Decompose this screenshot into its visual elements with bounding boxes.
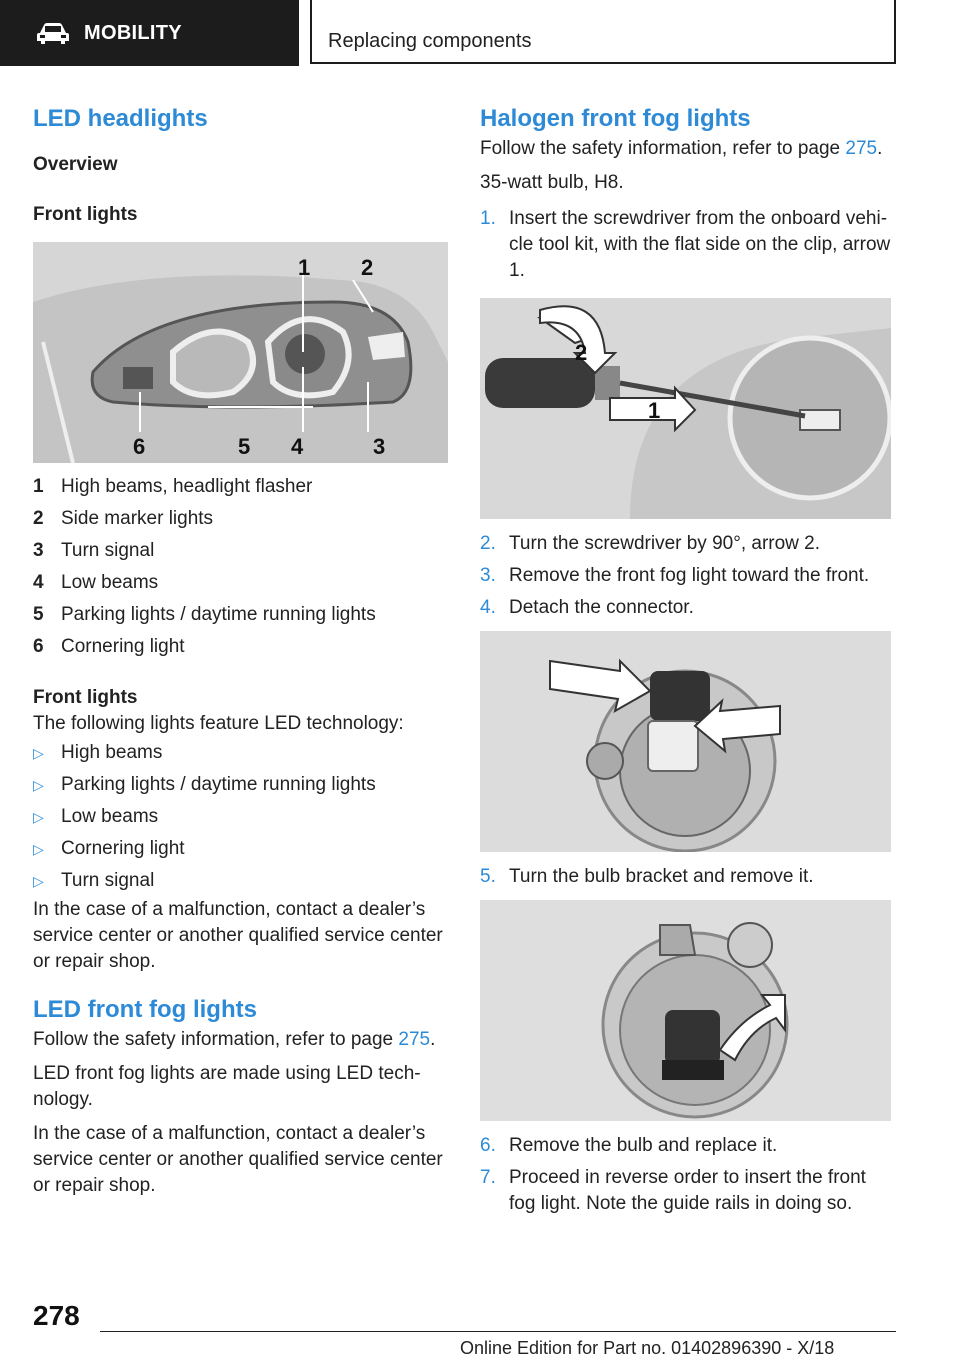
footer-divider	[100, 1331, 896, 1332]
legend-item: 6 Cornering light	[33, 636, 185, 657]
safety-text: Follow the safety information, refer to page 275.	[480, 138, 883, 159]
screwdriver-figure	[480, 298, 891, 519]
right-column	[480, 100, 891, 1223]
fog-safety-text: Follow the safety information, refer to page 275.	[33, 1029, 436, 1050]
callout-1: 1	[298, 255, 311, 280]
steps-list-d	[480, 1133, 891, 1217]
edition-text: Online Edition for Part no. 01402896390 - X/18	[460, 1338, 835, 1358]
bulb-text: 35-watt bulb, H8.	[480, 172, 624, 193]
halogen-fog-title: Halogen front fog lights	[480, 105, 751, 132]
connector-figure	[480, 631, 891, 852]
section-tab	[0, 0, 299, 66]
callout-3: 3	[373, 434, 386, 459]
arrow-2-callout: 2	[575, 340, 588, 365]
list-item: ▷ High beams	[33, 742, 163, 763]
steps-list-a	[480, 206, 891, 284]
step-item: 5. Turn the bulb bracket and remove it.	[480, 866, 814, 887]
list-item: ▷ Parking lights / daytime running lights	[33, 774, 376, 795]
step-item: 6. Remove the bulb and replace it.	[480, 1135, 778, 1156]
front-lights-heading: Front lights	[33, 204, 138, 225]
led-intro: The following lights feature LED technology:	[33, 713, 404, 734]
headlight-illustration	[33, 242, 448, 463]
arrow-1-callout: 1	[648, 398, 661, 423]
chapter-title: Replacing components	[328, 30, 532, 52]
steps-list-b	[480, 531, 891, 621]
callout-5: 5	[238, 434, 251, 459]
malfunction-text-2: In the case of a malfunction, contact a dealer’s service center or another qualified service center or repair shop.	[33, 1123, 443, 1196]
page-number: 278	[33, 1300, 80, 1331]
led-fog-title: LED front fog lights	[33, 996, 257, 1023]
screwdriver-illustration	[480, 298, 891, 519]
steps-list-c	[480, 864, 891, 890]
legend-item: 3 Turn signal	[33, 540, 155, 561]
headlight-figure	[33, 242, 448, 463]
fog-led-text: LED front fog lights are made using LED technology.	[33, 1063, 421, 1110]
connector-illustration	[480, 631, 891, 852]
legend-item: 5 Parking lights / daytime running lights	[33, 604, 376, 625]
led-list	[33, 737, 448, 897]
step-item: 4. Detach the connector.	[480, 597, 694, 618]
chapter-tab	[310, 0, 896, 64]
headlight-legend	[33, 471, 448, 663]
callout-4: 4	[291, 434, 304, 459]
legend-item: 1 High beams, headlight flasher	[33, 476, 313, 497]
step-item: 3. Remove the front fog light toward the front.	[480, 565, 870, 586]
section-label: MOBILITY	[84, 21, 182, 44]
left-column	[33, 100, 448, 1199]
legend-item: 4 Low beams	[33, 572, 159, 593]
callout-6: 6	[133, 434, 146, 459]
list-item: ▷ Turn signal	[33, 870, 155, 891]
page-link[interactable]: 275	[398, 1029, 431, 1050]
malfunction-text: In the case of a malfunction, contact a dealer’s service center or another qualified service center or repair shop.	[33, 899, 443, 972]
page-link[interactable]: 275	[845, 138, 878, 159]
bulb-bracket-illustration	[480, 900, 891, 1121]
step-item: 2. Turn the screwdriver by 90°, arrow 2.	[480, 533, 821, 554]
car-icon	[36, 21, 70, 45]
list-item: ▷ Low beams	[33, 806, 159, 827]
legend-item: 2 Side marker lights	[33, 508, 214, 529]
front-lights-heading-2: Front lights	[33, 687, 138, 708]
step-item: 1. Insert the screwdriver from the onboard vehicle tool kit, with the flat side on the clip, arrow 1.	[480, 208, 891, 281]
bulb-bracket-figure	[480, 900, 891, 1121]
overview-heading: Overview	[33, 154, 118, 175]
step-item: 7. Proceed in reverse order to insert the front fog light. Note the guide rails in doing so.	[480, 1167, 866, 1214]
led-headlights-title: LED headlights	[33, 105, 208, 132]
list-item: ▷ Cornering light	[33, 838, 185, 859]
callout-2: 2	[361, 255, 374, 280]
